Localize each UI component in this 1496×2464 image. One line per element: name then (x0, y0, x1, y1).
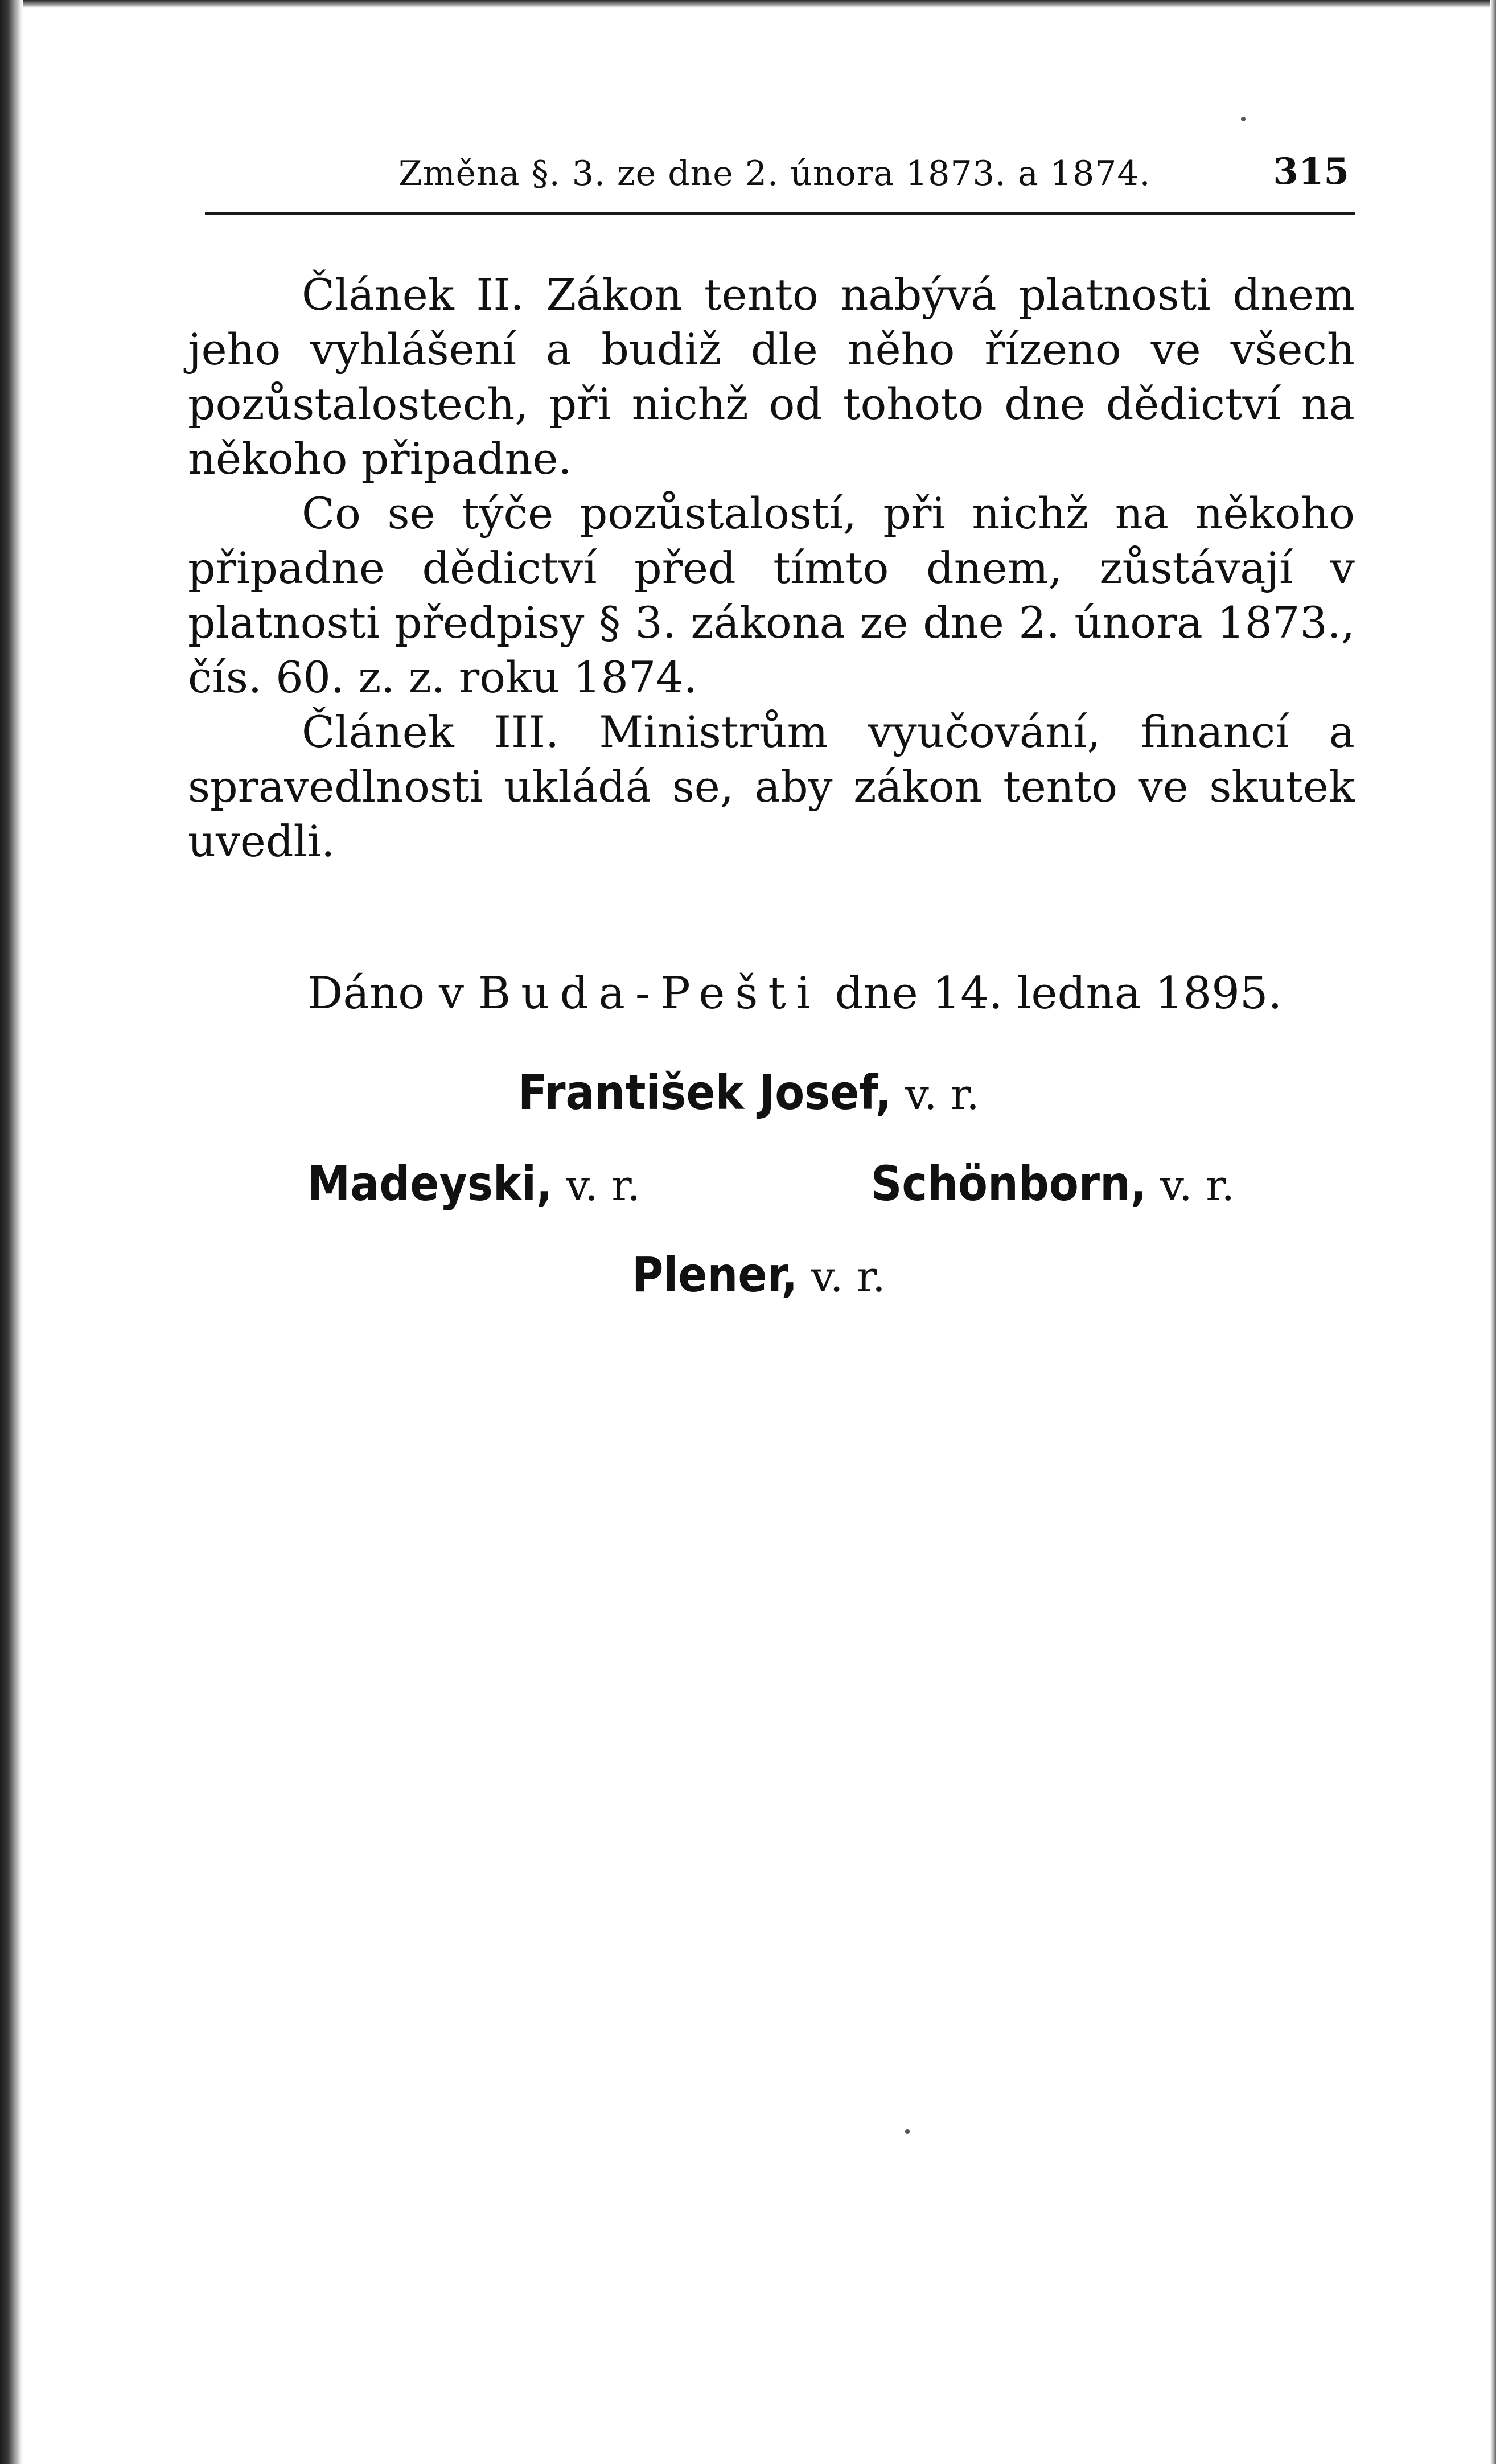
signature-name: Schönborn, (871, 1156, 1147, 1212)
signature-emperor (518, 1065, 980, 1120)
paragraph-estates: Co se týče pozůstalostí, při nichž na někoho připadne dědictví před tímto dnem, zůstávají v platnosti předpisy § 3. zákona ze dne 2. února 1873., čís. 60. z. z. roku 1874. (188, 488, 1355, 703)
running-title: Změna §. 3. ze dne 2. února 1873. a 1874. (398, 154, 1151, 194)
dated-suffix: dne 14. ledna 1895. (820, 968, 1283, 1019)
scan-speck (905, 2129, 910, 2134)
signature-plener (632, 1247, 886, 1303)
scan-left-edge (0, 0, 23, 2464)
signature-suffix: v. r. (552, 1161, 641, 1210)
page-number: 315 (1273, 150, 1349, 193)
scan-right-edge (1490, 0, 1496, 2464)
page-header (205, 142, 1355, 205)
signature-suffix: v. r. (798, 1252, 886, 1301)
body-text (188, 268, 1355, 869)
signature-madeyski (307, 1156, 640, 1212)
signature-suffix: v. r. (891, 1070, 980, 1119)
signature-suffix: v. r. (1146, 1161, 1235, 1210)
paragraph-article-3: Článek III. Ministrům vyučování, financí a spravedlnosti ukládá se, aby zákon tento ve skutek uvedli. (188, 707, 1355, 866)
dated-line (307, 968, 1282, 1019)
paragraph-article-2: Článek II. Zákon tento nabývá platnosti dnem jeho vyhlášení a budiž dle něho řízeno ve všech pozůstalostech, při nichž od tohoto dne dědictví na někoho připadne. (188, 269, 1355, 484)
signature-schonborn (871, 1156, 1235, 1212)
dated-place: Buda-Pešti (478, 968, 821, 1019)
scan-speck (1241, 117, 1246, 121)
signature-name: Plener, (632, 1247, 798, 1303)
signature-name: Madeyski, (307, 1156, 553, 1212)
header-rule (205, 212, 1355, 215)
dated-prefix: Dáno v (307, 968, 478, 1019)
signature-name: František Josef, (518, 1065, 892, 1120)
scan-top-edge (0, 0, 1496, 8)
